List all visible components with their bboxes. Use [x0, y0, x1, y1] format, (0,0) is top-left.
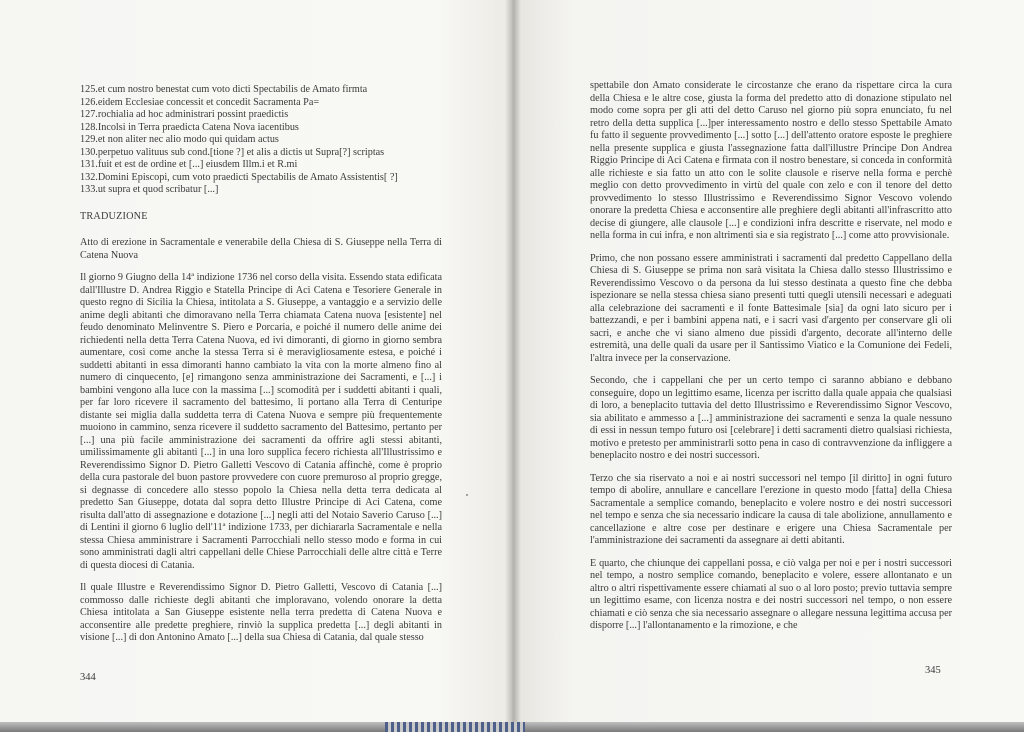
latin-transcription	[80, 84, 442, 197]
paragraph: Il quale Illustre e Reverendissimo Signor D. Pietro Galletti, Vescovo di Catania [...] commosso dalle richieste degli abitanti che imploravano, volendo onorare la detta Chiesa intitolata a San Giuseppe esistente nella terra predetta di Catena Nuova e acconsentire alle predette preghiere, rinviò la supplica predetta [...] degli abitanti in visione [...] di don Antonino Amato [...] della sua Chiesa di Catania, dal quale stesso	[80, 582, 442, 643]
paragraph: Il giorno 9 Giugno della 14ª indizione 1736 nel corso della visita. Essendo stata edificata dall'Illustre D. Andrea Riggio e Statella Principe di Aci Catena e Tesoriere Generale in questo regno di Sicilia la Chiesa, intitolata a S. Giuseppe, a vantaggio e a servizio delle anime degli abitanti che dimoravano nella Terra chiamata Catena nuova [esistente] nel feudo denominato Melinventre S. Piero e Porcaria, e poiché il numero delle anime dei richiedenti nella detta Terra Catena Nuova, ed ivi dimoranti, di giorno in giorno sembra aumentare, così come anche la stessa Terra si è meravigliosamente estesa, e poiché i suddetti abitanti in essa dimoranti hanno cambiato la vita con la morte almeno fino al numero di cinquecento, [e] rimangono senza amministrazione dei Sacramenti, e [...] i bambini vengono alla luce con la massima [...] scomodità per i suddetti abitanti i quali, per far loro ricevere il sacramento del battesimo, li portano alla Terra di Centuripe distante sei miglia dalla suddetta terra di Catena Nuova e sempre più frequentemente muoiono in cammino, senza ricevere il suddetto sacramento del Battesimo, pertanto per [...] una più facile amministrazione dei sacramenti da offrire agli stessi abitanti, umilissimamente gli abitanti [...] in una loro supplica fecero richiesta all'Illustrissimo e Reverendissimo Signor D. Pietro Galletti Vescovo di Catania affinchè, come è proprio della cura pastorale del buon pastore provvedere con cuore premuroso al proprio gregge, si degnasse di concedere allo stesso popolo la Chiesa nella detta terra dedicata al predetto San Giuseppe, dotata dal sopra detto Illustre Principe di Aci Catena, come risulta dall'atto di assegnazione e dotazione [...] negli atti del Notaio Saverio Caruso [...] di Lentini il giorno 6 luglio dell'11ª indizione 1733, per dichiararla Sacramentale e nella stessa Chiesa amministrare i Sacramenti Parrocchiali nello stesso modo e forma in cui sono amministrati dagli altri cappellani delle Chiese Parrocchiali delle altre città e Terre di questa diocesi di Catania.	[80, 272, 442, 571]
latin-line: 132.Domini Episcopi, cum voto praedicti Spectabilis de Amato Assistentis[ ?]	[80, 171, 398, 183]
paragraph: spettabile don Amato considerate le circostanze che erano da rispettare circa la cura della Chiesa e le altre cose, giusta la forma del predetto atto di donazione stipulato nel modo come sopra per gli atti del detto Caruso nel giorno più sopra enunciato, fu nel retro della detta supplica [...]per interessamento nostro e dello stesso Spettabile Amato fu fatto il seguente provvedimento [...] sotto [...] dell'attento oratore esposte le preghiere nella presente supplica e giusta l'assegnazione fatta dall'illustre Principe Don Andrea Riggio Principe di Aci Catena e firmata con il nostro benestare, si conceda in conformità alle richieste e sia fatto un atto con le solite clausole e riserve nella forma e perchè meglio con detto provvedimento in virtù del quale con zelo e con il tenore del detto provvedimento lo stesso Illustrissimo e Reverendissimo Signor Vescovo volendo onorare la predetta Chiesa e acconsentire alle preghiere degli abitanti all'infrascritto atto decise di giungere, alle clausole [...] e condizioni infra descritte e riservate, nel modo e nella forma in cui infra, e non altrimenti sia e sia registrato [...] come atto provvisionale.	[590, 80, 952, 241]
right-page-content	[590, 80, 952, 643]
paragraph: E quarto, che chiunque dei cappellani possa, e ciò valga per noi e per i nostri successori nel tempo, a nostro semplice comando, beneplacito e volere, essere allontanato e un altro o altri rispettivamente essere chiamati al suo o al loro posto; previo tuttavia sempre un legittimo esame, con licenza nostra e dei nostri successori nel tempo, o non essere chiamati e ciò senza che sia necessario assegnare o allegare nessuna legittima accusa per disporre [...] l'allontanamento e la rimozione, e che	[590, 557, 952, 631]
paper-speck	[466, 494, 468, 496]
book-gutter	[505, 0, 521, 732]
latin-line: 130.perpetuo valituus sub cond.[tione ?] et alis a dictis ut Supra[?] scriptas	[80, 146, 385, 158]
paragraph: Primo, che non possano essere amministrati i sacramenti dal predetto Cappellano della Chiesa di S. Giuseppe se prima non sarà visitata la Chiesa dallo stesso Illustrissimo e Reverendissimo Vescovo o da persona da lui stesso destinata a questo fine che debba ispezionare se nella stessa chiesa siano presenti tutti quegli utensili necessari e adeguati alla celebrazione dei sacramenti e il fonte Battesimale [sia] da ogni lato sicuro per i battezzandi, e per i bambini appena nati, e i sacri vasi d'argento per conservare gli oli sacri, e anche che vi siano almeno due pissidi d'argento, decorate all'interno delle estremità, una delle quali da usare per il Santissimo Viatico e la Comunione dei Fedeli, l'altra invece per la conservazione.	[590, 252, 952, 364]
latin-line: 125.et cum nostro benestat cum voto dicti Spectabilis de Amato firmta	[80, 84, 368, 95]
latin-line: 133.ut supra et quod scribatur [...]	[80, 184, 219, 195]
paragraph: Atto di erezione in Sacramentale e venerabile della Chiesa di S. Giuseppe nella Terra di Catena Nuova	[80, 237, 442, 261]
latin-line: 127.rochialia ad hoc administrari possint praedictis	[80, 109, 289, 120]
page-number-left: 344	[80, 672, 96, 683]
section-heading-traduzione: TRADUZIONE	[80, 210, 148, 222]
paragraph: Secondo, che i cappellani che per un certo tempo ci saranno abbiano e debbano conseguire, dopo un legittimo esame, licenza per iscritto dalla quale appaia che qualsiasi di loro, a beneplacito tuttavia del detto Illustrissimo e Reverendissimo Signor Vescovo, sia abilitato e ammesso a [...] amministrazione dei sacramenti e senza la quale nessuno di essi in nessun tempo futuro osi [celebrare] i detti sacramenti dietro qualsiasi richiesta, motivo e pretesto per amministrarli sotto pena in caso di contravvenzione da infliggere a beneplacito nostro e dei nostri successori.	[590, 375, 952, 461]
latin-line: 131.fuit et est de ordine et [...] eiusdem Illm.i et R.mi	[80, 159, 298, 170]
left-page-content	[80, 84, 442, 655]
right-page	[512, 0, 1024, 732]
scanner-bottom-edge	[0, 722, 1024, 732]
page-number-right: 345	[925, 665, 941, 676]
paragraph: Terzo che sia riservato a noi e ai nostri successori nel tempo [il diritto] in ogni futuro tempo di abolire, annullare e cancellare l'erezione in questo modo [fatta] della Chiesa Sacramentale a semplice comando, beneplacito e volere nostro e dei nostri successori nel tempo e senza che sia necessario indicare la causa di tale abolizione, annullamento e cancellazione e altre cose per destinare e erigere una Chiesa Sacramentale per l'amministrazione dei sacramenti da assegnare ai detti abitanti.	[590, 472, 952, 546]
latin-line: 128.Incolsi in Terra praedicta Catena Nova iacentibus	[80, 121, 299, 133]
latin-line: 129.et non aliter nec alio modo qui quidam actus	[80, 134, 279, 145]
latin-line: 126.eidem Ecclesiae concessit et concedit Sacramenta Pa=	[80, 96, 320, 108]
